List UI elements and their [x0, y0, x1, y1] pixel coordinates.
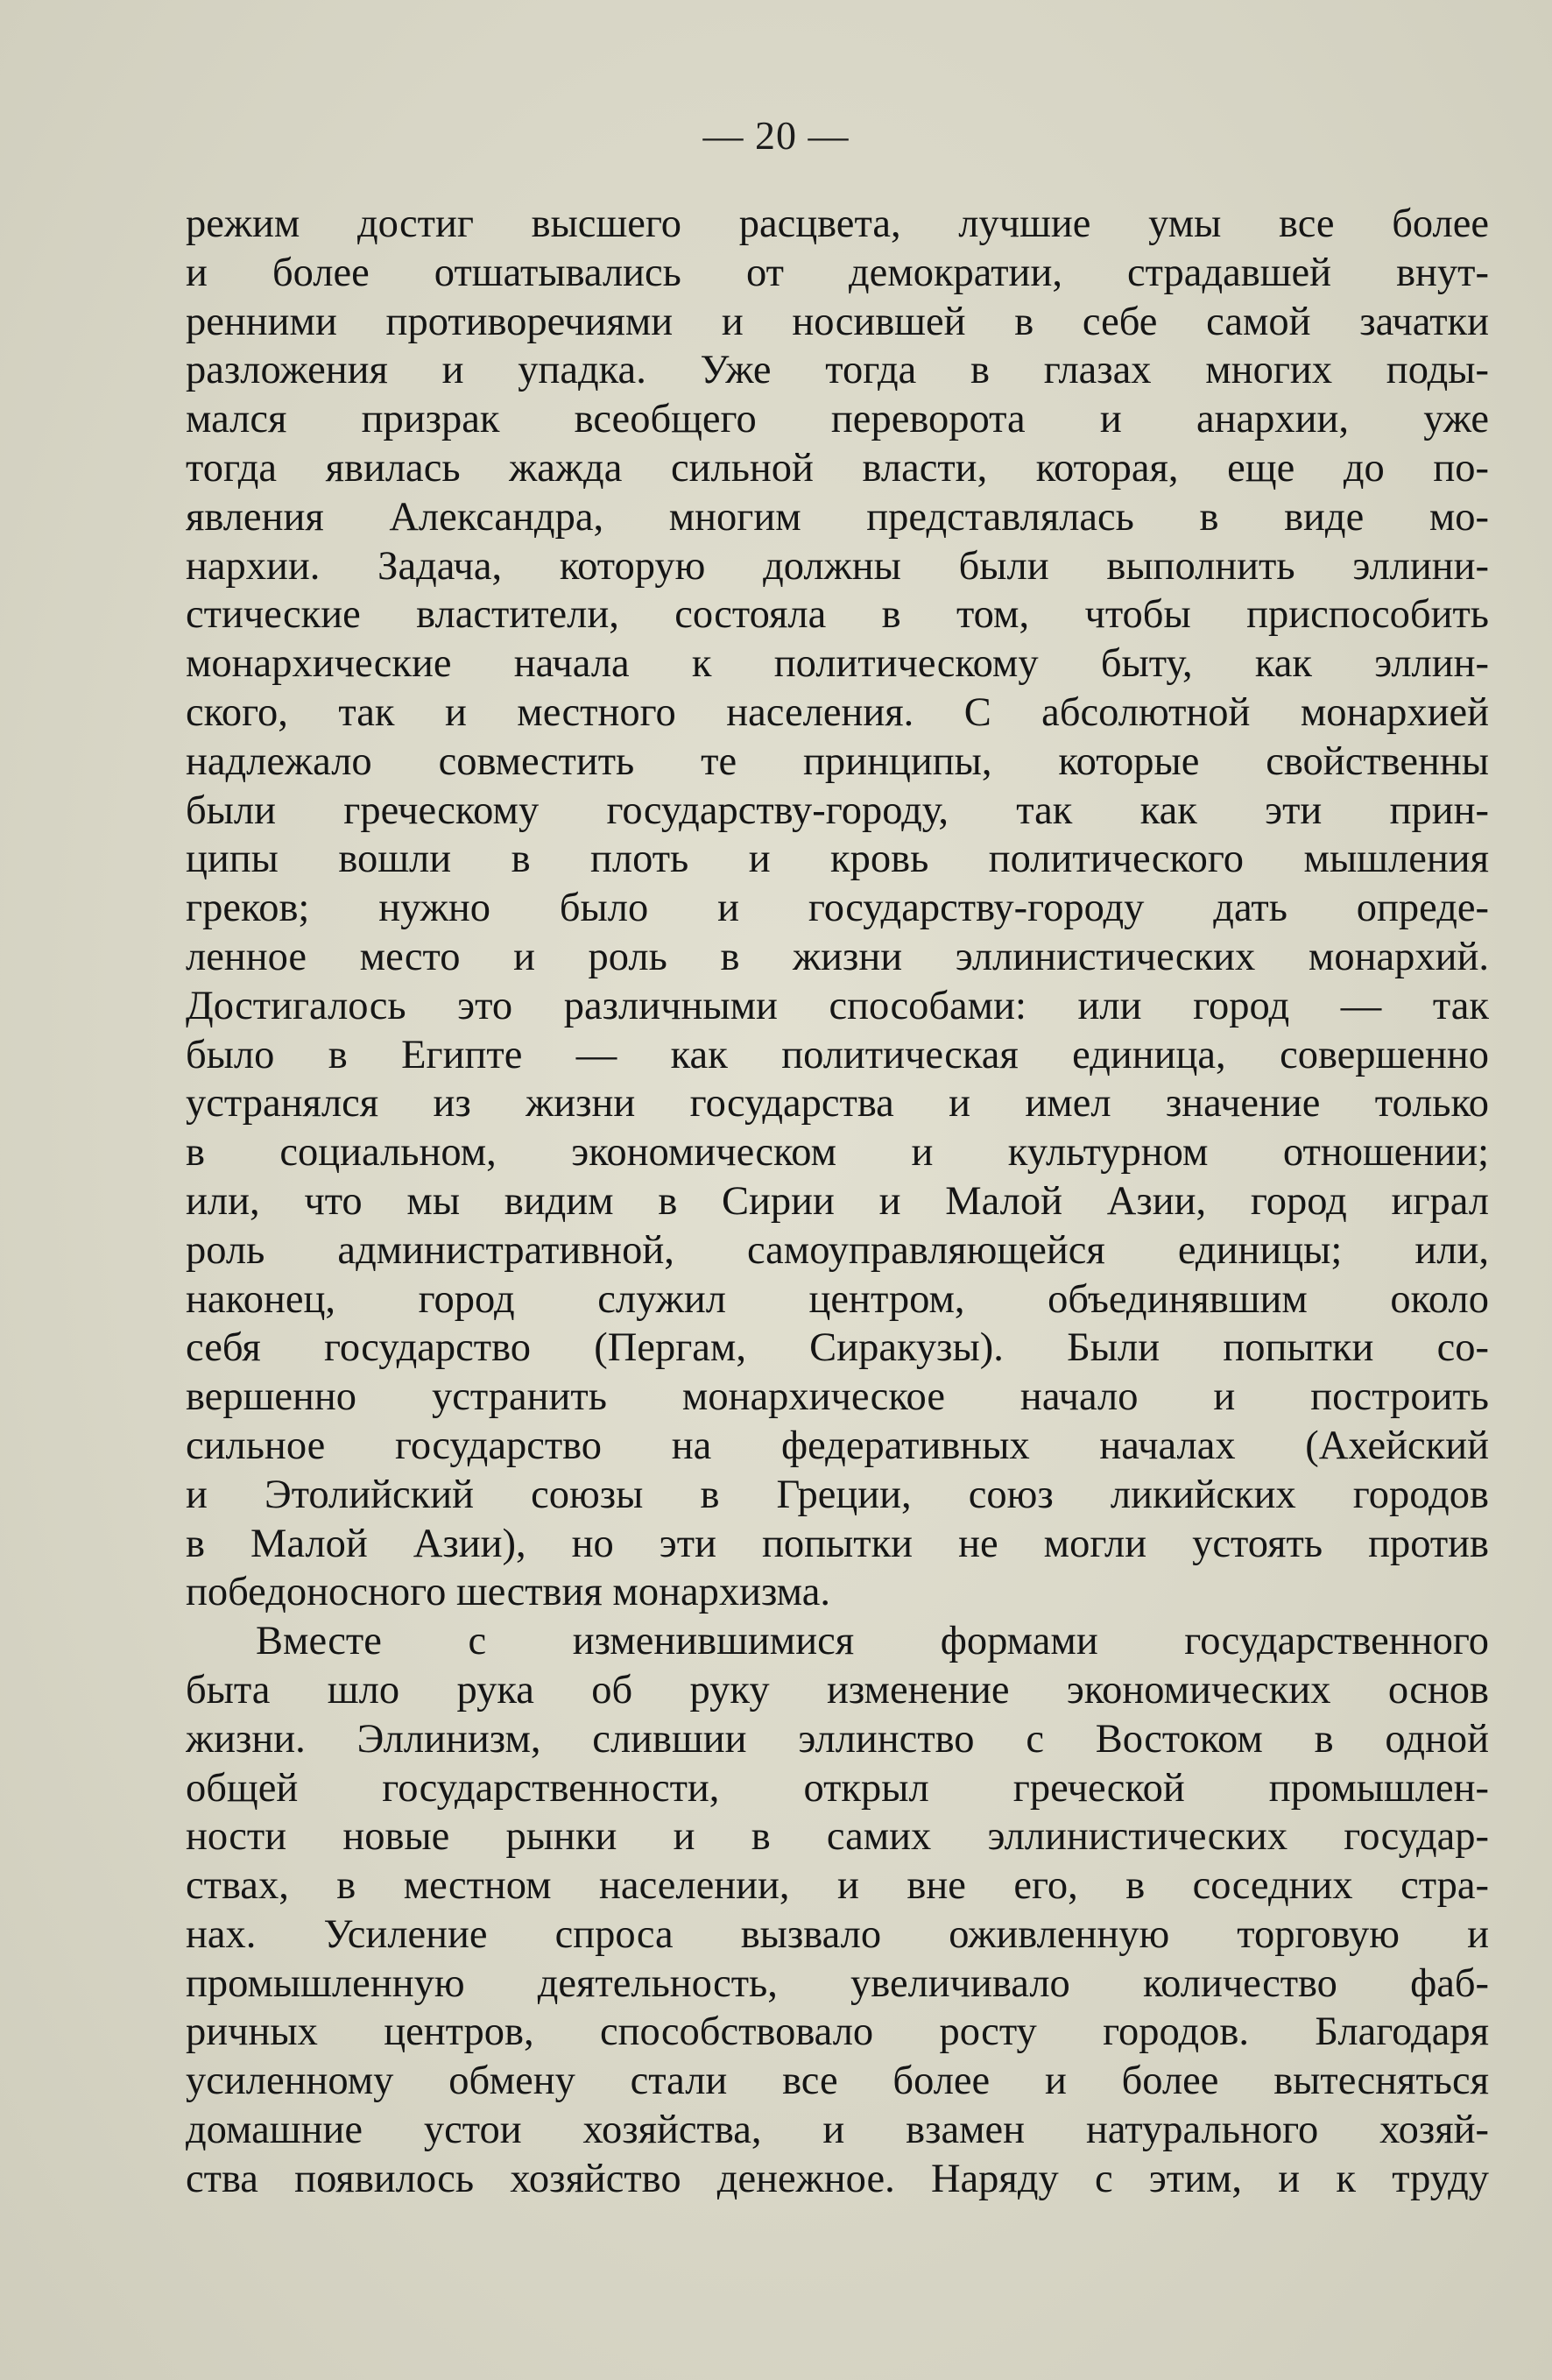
text-line: нархии. Задача, которую должны были выполнить эллини-: [186, 543, 1489, 589]
text-line: и Этолийский союзы в Греции, союз ликийских городов: [186, 1472, 1489, 1517]
text-line: роль административной, самоуправляющейся единицы; или,: [186, 1227, 1489, 1273]
text-line: сильное государство на федеративных началах (Ахейский: [186, 1423, 1489, 1468]
text-line: в социальном, экономическом и культурном отношении;: [186, 1130, 1489, 1176]
paragraph: [186, 1617, 1489, 2204]
text-line: ствах, в местном населении, и вне его, в соседних стра-: [186, 1863, 1489, 1909]
text-line: победоносного шествия монархизма.: [186, 1570, 831, 1615]
text-line: Достигалось это различными способами: или город — так: [186, 983, 1489, 1028]
text-line: мался призрак всеобщего переворота и анархии, уже: [186, 397, 1489, 442]
body-text: [186, 200, 1489, 2204]
text-line: монархические начала к политическому быту, как эллин-: [186, 641, 1489, 687]
text-line: вершенно устранить монархическое начало и построить: [186, 1374, 1489, 1420]
text-line: стические властители, состояла в том, чтобы приспособить: [186, 592, 1489, 638]
text-line: тогда явилась жажда сильной власти, которая, еще до по-: [186, 445, 1489, 491]
text-line: было в Египте — как политическая единица, совершенно: [186, 1032, 1489, 1077]
text-line: ричных центров, способствовало росту городов. Благодаря: [186, 2009, 1489, 2055]
text-line: нах. Усиление спроса вызвало оживленную торговую и: [186, 1911, 1489, 1957]
text-line: усиленному обмену стали все более и более вытесняться: [186, 2059, 1489, 2104]
text-line: или, что мы видим в Сирии и Малой Азии, город играл: [186, 1178, 1489, 1224]
text-line: наконец, город служил центром, объединявшим около: [186, 1276, 1489, 1322]
text-line: общей государственности, открыл греческой промышлен-: [186, 1765, 1489, 1811]
text-line: и более отшатывались от демократии, страдавшей внут-: [186, 250, 1489, 295]
text-line: были греческому государству-городу, так как эти прин-: [186, 787, 1489, 833]
paragraph: [186, 200, 1489, 1617]
text-line: ства появилось хозяйство денежное. Наряду с этим, и к труду: [186, 2156, 1489, 2201]
text-line: домашние устои хозяйства, и взамен натурального хозяй-: [186, 2108, 1489, 2153]
text-line: ности новые рынки и в самих эллинистических государ-: [186, 1814, 1489, 1860]
text-line: промышленную деятельность, увеличивало количество фаб-: [186, 1960, 1489, 2006]
page-number: — 20 —: [702, 113, 850, 158]
text-line: жизни. Эллинизм, слившии эллинство с Востоком в одной: [186, 1716, 1489, 1762]
text-line: разложения и упадка. Уже тогда в глазах многих поды-: [186, 348, 1489, 393]
text-line: быта шло рука об руку изменение экономических основ: [186, 1667, 1489, 1713]
text-line: ского, так и местного населения. С абсолютной монархией: [186, 689, 1489, 735]
text-line: ренними противоречиями и носившей в себе самой зачатки: [186, 299, 1489, 344]
text-line: Вместе с изменившимися формами государственного: [256, 1619, 1489, 1664]
text-line: явления Александра, многим представлялась в виде мо-: [186, 494, 1489, 540]
text-line: надлежало совместить те принципы, которые свойственны: [186, 738, 1489, 784]
text-line: устранялся из жизни государства и имел значение только: [186, 1081, 1489, 1126]
text-line: режим достиг высшего расцвета, лучшие умы все более: [186, 201, 1489, 246]
text-line: ципы вошли в плоть и кровь политического мышления: [186, 837, 1489, 882]
text-line: себя государство (Пергам, Сиракузы). Были попытки со-: [186, 1325, 1489, 1371]
text-line: в Малой Азии), но эти попытки не могли устоять против: [186, 1521, 1489, 1566]
text-line: греков; нужно было и государству-городу дать опреде-: [186, 886, 1489, 931]
text-line: ленное место и роль в жизни эллинистических монархий.: [186, 934, 1489, 979]
